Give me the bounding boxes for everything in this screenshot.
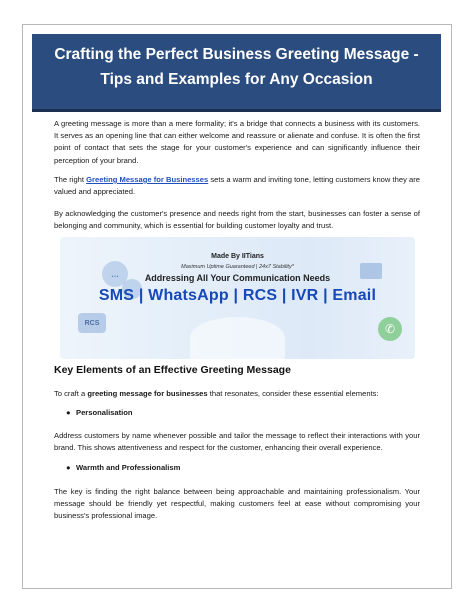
bullet-icon: ● xyxy=(66,463,71,472)
whatsapp-icon: ✆ xyxy=(378,317,402,341)
platform-graphic xyxy=(190,317,285,359)
bullet-label: Personalisation xyxy=(76,408,133,417)
title-banner xyxy=(32,34,441,112)
para2-suffix: sets a warm and inviting tone, letting customers know they are valued and appreciated. xyxy=(54,175,420,197)
bullet-icon: ● xyxy=(66,408,71,417)
section-intro-prefix: To craft a xyxy=(54,389,88,398)
promo-banner-image xyxy=(60,237,415,359)
section-intro xyxy=(54,388,420,400)
section-intro-bold: greeting message for businesses xyxy=(87,389,208,398)
bullet-personalisation xyxy=(66,408,133,417)
section-heading: Key Elements of an Effective Greeting Message xyxy=(54,364,291,376)
intro-text: A greeting message is more than a mere formality; it's a bridge that connects a business with its customers. It serves as an opening line that can either welcome and reassure or alienate and confuse. It is often the first point of contact that sets the stage for your customer's experience and can significantly influence their perception of your brand. xyxy=(54,119,420,165)
paragraph-2 xyxy=(54,174,420,198)
section-intro-suffix: that resonates, consider these essential elements: xyxy=(207,389,379,398)
greeting-message-link[interactable]: Greeting Message for Businesses xyxy=(86,175,209,184)
bullet-warmth xyxy=(66,463,180,472)
rcs-icon: RCS xyxy=(78,313,106,333)
warmth-paragraph xyxy=(54,486,420,523)
para3-text: By acknowledging the customer's presence and needs right from the start, businesses can foster a sense of belonging and community, which is essential for building customer loyalty and trust. xyxy=(54,209,420,231)
para2-prefix: The right xyxy=(54,175,87,184)
bullet-label: Warmth and Professionalism xyxy=(76,463,181,472)
banner-made-by: Made By IITians xyxy=(211,253,264,260)
banner-uptime: Maximum Uptime Guaranteed | 24x7 Stability* xyxy=(181,264,294,270)
personalisation-paragraph xyxy=(54,430,420,454)
banner-address: Addressing All Your Communication Needs xyxy=(144,273,331,283)
paragraph-3 xyxy=(54,208,420,232)
intro-paragraph xyxy=(54,118,420,167)
chat-bubble-icon: … xyxy=(102,261,128,287)
page-title: Crafting the Perfect Business Greeting Message - Tips and Examples for Any Occasion xyxy=(54,46,419,88)
personalisation-text: Address customers by name whenever possible and tailor the message to reflect their interactions with your brand. This shows attentiveness and respect for the customer, enhancing their overall experience. xyxy=(54,431,420,453)
banner-channels: SMS | WhatsApp | RCS | IVR | Email xyxy=(98,287,377,304)
warmth-text: The key is finding the right balance between being approachable and maintaining professionalism. Your message should be friendly yet respectful, making customers feel at ease without compromising your business's professional image. xyxy=(54,487,420,521)
